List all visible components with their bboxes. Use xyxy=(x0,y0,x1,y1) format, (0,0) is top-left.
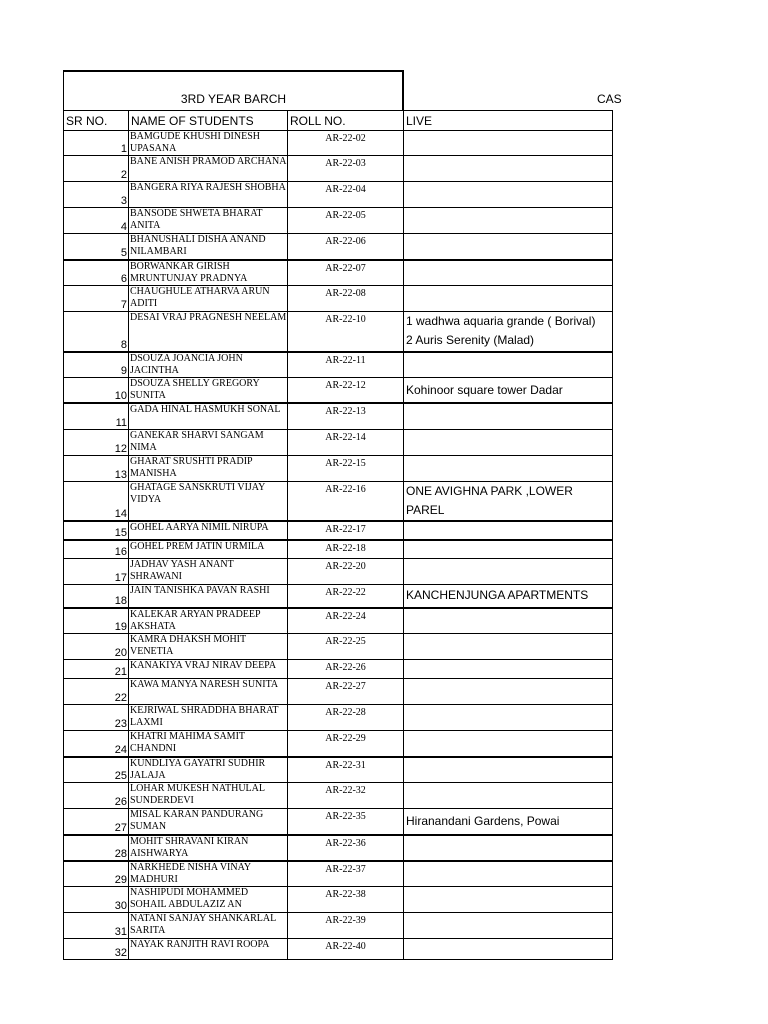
cell-live[interactable] xyxy=(404,559,613,585)
cell-live[interactable] xyxy=(404,679,613,705)
cell-sr-no[interactable]: 26 xyxy=(64,783,129,809)
cell-live[interactable] xyxy=(404,286,613,312)
cell-sr-no[interactable]: 21 xyxy=(64,660,129,679)
cell-student-name[interactable]: KALEKAR ARYAN PRADEEP AKSHATA xyxy=(129,608,288,634)
table-row xyxy=(64,705,613,731)
cell-student-name[interactable]: KANAKIYA VRAJ NIRAV DEEPA xyxy=(129,660,288,679)
cell-sr-no[interactable]: 31 xyxy=(64,913,129,939)
cell-student-name[interactable]: DSOUZA JOANCIA JOHN JACINTHA xyxy=(129,352,288,378)
cell-sr-no[interactable]: 6 xyxy=(64,260,129,286)
cell-student-name[interactable]: BANSODE SHWETA BHARAT ANITA xyxy=(129,208,288,234)
table-row xyxy=(64,156,613,182)
table-row xyxy=(64,260,613,286)
cell-live[interactable] xyxy=(404,608,613,634)
live-address: ONE AVIGHNA PARK ,LOWER PAREL xyxy=(406,483,573,517)
cell-live[interactable] xyxy=(404,835,613,861)
cell-live[interactable] xyxy=(404,429,613,455)
cell-sr-no[interactable]: 8 xyxy=(64,312,129,352)
cell-roll-no[interactable]: AR-22-18 xyxy=(288,540,404,559)
cell-roll-no[interactable]: AR-22-25 xyxy=(288,634,404,660)
table-row xyxy=(64,234,613,260)
cell-live[interactable] xyxy=(404,861,613,887)
cell-roll-no[interactable]: AR-22-27 xyxy=(288,679,404,705)
cell-live[interactable] xyxy=(404,887,613,913)
header-live[interactable]: LIVE xyxy=(404,111,613,131)
cell-live[interactable] xyxy=(404,455,613,481)
cell-student-name[interactable]: LOHAR MUKESH NATHULAL SUNDERDEVI xyxy=(129,783,288,809)
cell-student-name[interactable]: GOHEL AARYA NIMIL NIRUPA xyxy=(129,521,288,540)
cell-sr-no[interactable]: 1 xyxy=(64,131,129,156)
cell-roll-no[interactable]: AR-22-38 xyxy=(288,887,404,913)
cell-live[interactable] xyxy=(404,352,613,378)
cell-roll-no[interactable]: AR-22-24 xyxy=(288,608,404,634)
cell-student-name[interactable]: KUNDLIYA GAYATRI SUDHIR JALAJA xyxy=(129,757,288,783)
cell-sr-no[interactable]: 14 xyxy=(64,481,129,521)
cell-sr-no[interactable]: 10 xyxy=(64,378,129,404)
cell-student-name[interactable]: JADHAV YASH ANANT SHRAWANI xyxy=(129,559,288,585)
cell-roll-no[interactable]: AR-22-26 xyxy=(288,660,404,679)
cell-roll-no[interactable]: AR-22-16 xyxy=(288,481,404,521)
cell-sr-no[interactable]: 9 xyxy=(64,352,129,378)
cell-roll-no[interactable]: AR-22-28 xyxy=(288,705,404,731)
cell-roll-no[interactable]: AR-22-22 xyxy=(288,585,404,608)
table-row xyxy=(64,660,613,679)
cell-student-name[interactable]: KHATRI MAHIMA SAMIT CHANDNI xyxy=(129,731,288,757)
cell-student-name[interactable]: NASHIPUDI MOHAMMED SOHAIL ABDULAZIZ AN xyxy=(129,887,288,913)
table-row xyxy=(64,783,613,809)
cell-student-name[interactable]: GHARAT SRUSHTI PRADIP MANISHA xyxy=(129,455,288,481)
cell-live[interactable] xyxy=(404,521,613,540)
cell-roll-no[interactable]: AR-22-12 xyxy=(288,378,404,404)
table-row xyxy=(64,208,613,234)
cell-sr-no[interactable]: 23 xyxy=(64,705,129,731)
table-row xyxy=(64,634,613,660)
table-row xyxy=(64,608,613,634)
cell-sr-no[interactable]: 28 xyxy=(64,835,129,861)
cell-student-name[interactable]: NAYAK RANJITH RAVI ROOPA xyxy=(129,939,288,960)
live-address: 1 wadhwa aquaria grande ( Borival) xyxy=(406,314,596,329)
cell-roll-no[interactable]: AR-22-32 xyxy=(288,783,404,809)
cell-live[interactable] xyxy=(404,585,613,608)
cell-sr-no[interactable]: 27 xyxy=(64,809,129,835)
cell-roll-no[interactable]: AR-22-40 xyxy=(288,939,404,960)
cell-sr-no[interactable]: 12 xyxy=(64,429,129,455)
table-row xyxy=(64,429,613,455)
cell-live[interactable] xyxy=(404,260,613,286)
cell-student-name[interactable]: GOHEL PREM JATIN URMILA xyxy=(129,540,288,559)
cell-sr-no[interactable]: 32 xyxy=(64,939,129,960)
cell-sr-no[interactable]: 4 xyxy=(64,208,129,234)
cell-live[interactable] xyxy=(404,208,613,234)
cell-roll-no[interactable]: AR-22-07 xyxy=(288,260,404,286)
cell-live[interactable] xyxy=(404,634,613,660)
live-address: KANCHENJUNGA APARTMENTS xyxy=(406,588,589,603)
cell-student-name[interactable]: KAMRA DHAKSH MOHIT VENETIA xyxy=(129,634,288,660)
cell-live[interactable] xyxy=(404,131,613,156)
students-table xyxy=(63,110,613,960)
cell-student-name[interactable]: GHATAGE SANSKRUTI VIJAY VIDYA xyxy=(129,481,288,521)
cell-live[interactable] xyxy=(404,378,613,404)
header-roll-no[interactable]: ROLL NO. xyxy=(288,111,404,131)
cell-sr-no[interactable]: 24 xyxy=(64,731,129,757)
header-name-of-students[interactable]: NAME OF STUDENTS xyxy=(129,111,288,131)
cell-student-name[interactable]: BANGERA RIYA RAJESH SHOBHA xyxy=(129,182,288,208)
table-row xyxy=(64,182,613,208)
cell-live[interactable] xyxy=(404,705,613,731)
cell-live[interactable] xyxy=(404,234,613,260)
batch-title: 3RD YEAR BARCH xyxy=(180,92,287,106)
cell-sr-no[interactable]: 19 xyxy=(64,608,129,634)
table-row xyxy=(64,835,613,861)
cell-sr-no[interactable]: 13 xyxy=(64,455,129,481)
cell-roll-no[interactable]: AR-22-08 xyxy=(288,286,404,312)
cell-sr-no[interactable]: 18 xyxy=(64,585,129,608)
cell-live[interactable] xyxy=(404,540,613,559)
cell-roll-no[interactable]: AR-22-17 xyxy=(288,521,404,540)
table-row xyxy=(64,352,613,378)
cell-live[interactable] xyxy=(404,660,613,679)
table-row xyxy=(64,887,613,913)
cell-sr-no[interactable]: 5 xyxy=(64,234,129,260)
cell-sr-no[interactable]: 3 xyxy=(64,182,129,208)
cell-roll-no[interactable]: AR-22-03 xyxy=(288,156,404,182)
cell-live[interactable] xyxy=(404,757,613,783)
cell-roll-no[interactable]: AR-22-13 xyxy=(288,403,404,429)
cell-sr-no[interactable]: 25 xyxy=(64,757,129,783)
cell-roll-no[interactable]: AR-22-20 xyxy=(288,559,404,585)
cell-student-name[interactable]: KAWA MANYA NARESH SUNITA xyxy=(129,679,288,705)
cell-student-name[interactable]: BANE ANISH PRAMOD ARCHANA xyxy=(129,156,288,182)
cell-student-name[interactable]: DESAI VRAJ PRAGNESH NEELAM xyxy=(129,312,288,352)
cell-student-name[interactable]: GADA HINAL HASMUKH SONAL xyxy=(129,403,288,429)
cell-roll-no[interactable]: AR-22-02 xyxy=(288,131,404,156)
cell-roll-no[interactable]: AR-22-29 xyxy=(288,731,404,757)
table-row xyxy=(64,481,613,521)
cell-sr-no[interactable]: 30 xyxy=(64,887,129,913)
table-row xyxy=(64,679,613,705)
cell-sr-no[interactable]: 29 xyxy=(64,861,129,887)
cell-student-name[interactable]: GANEKAR SHARVI SANGAM NIMA xyxy=(129,429,288,455)
cell-roll-no[interactable]: AR-22-35 xyxy=(288,809,404,835)
cell-student-name[interactable]: BAMGUDE KHUSHI DINESH UPASANA xyxy=(129,131,288,156)
table-row xyxy=(64,757,613,783)
table-row xyxy=(64,731,613,757)
cell-live[interactable] xyxy=(404,939,613,960)
live-address: Kohinoor square tower Dadar xyxy=(406,382,563,397)
header-sr-no[interactable]: SR NO. xyxy=(64,111,129,131)
cell-live[interactable] xyxy=(404,156,613,182)
cell-sr-no[interactable]: 15 xyxy=(64,521,129,540)
table-row xyxy=(64,455,613,481)
cell-sr-no[interactable]: 17 xyxy=(64,559,129,585)
cell-roll-no[interactable]: AR-22-05 xyxy=(288,208,404,234)
cell-live[interactable] xyxy=(404,731,613,757)
table-row xyxy=(64,286,613,312)
cell-roll-no[interactable]: AR-22-11 xyxy=(288,352,404,378)
table-row xyxy=(64,809,613,835)
cell-student-name[interactable]: DSOUZA SHELLY GREGORY SUNITA xyxy=(129,378,288,404)
live-address: 2 Auris Serenity (Malad) xyxy=(406,333,535,348)
table-row xyxy=(64,378,613,404)
cell-student-name[interactable]: NATANI SANJAY SHANKARLAL SARITA xyxy=(129,913,288,939)
table-row xyxy=(64,861,613,887)
cell-roll-no[interactable]: AR-22-06 xyxy=(288,234,404,260)
table-row xyxy=(64,521,613,540)
cell-student-name[interactable]: NARKHEDE NISHA VINAY MADHURI xyxy=(129,861,288,887)
cell-student-name[interactable]: MOHIT SHRAVANI KIRAN AISHWARYA xyxy=(129,835,288,861)
cell-live[interactable] xyxy=(404,783,613,809)
cas-column-label: CAS xyxy=(597,92,622,106)
cell-student-name[interactable]: MISAL KARAN PANDURANG SUMAN xyxy=(129,809,288,835)
table-row xyxy=(64,131,613,156)
cell-live[interactable] xyxy=(404,403,613,429)
table-row xyxy=(64,913,613,939)
cell-student-name[interactable]: JAIN TANISHKA PAVAN RASHI xyxy=(129,585,288,608)
cell-live[interactable] xyxy=(404,809,613,835)
cell-roll-no[interactable]: AR-22-37 xyxy=(288,861,404,887)
cell-roll-no[interactable]: AR-22-04 xyxy=(288,182,404,208)
cell-student-name[interactable]: KEJRIWAL SHRADDHA BHARAT LAXMI xyxy=(129,705,288,731)
cell-roll-no[interactable]: AR-22-31 xyxy=(288,757,404,783)
cell-sr-no[interactable]: 20 xyxy=(64,634,129,660)
cell-sr-no[interactable]: 7 xyxy=(64,286,129,312)
cell-sr-no[interactable]: 22 xyxy=(64,679,129,705)
table-row xyxy=(64,540,613,559)
cell-roll-no[interactable]: AR-22-10 xyxy=(288,312,404,352)
cell-student-name[interactable]: BORWANKAR GIRISH MRUNTUNJAY PRADNYA xyxy=(129,260,288,286)
table-row xyxy=(64,403,613,429)
cell-student-name[interactable]: CHAUGHULE ATHARVA ARUN ADITI xyxy=(129,286,288,312)
header-row xyxy=(64,111,613,131)
cell-live[interactable] xyxy=(404,182,613,208)
cell-live[interactable] xyxy=(404,913,613,939)
cell-roll-no[interactable]: AR-22-15 xyxy=(288,455,404,481)
cell-sr-no[interactable]: 11 xyxy=(64,403,129,429)
cell-live[interactable] xyxy=(404,481,613,521)
live-address: Hiranandani Gardens, Powai xyxy=(406,813,560,828)
cell-roll-no[interactable]: AR-22-39 xyxy=(288,913,404,939)
table-row xyxy=(64,939,613,960)
cell-roll-no[interactable]: AR-22-14 xyxy=(288,429,404,455)
table-row xyxy=(64,559,613,585)
cell-roll-no[interactable]: AR-22-36 xyxy=(288,835,404,861)
cell-sr-no[interactable]: 2 xyxy=(64,156,129,182)
cell-live[interactable] xyxy=(404,312,613,352)
cell-student-name[interactable]: BHANUSHALI DISHA ANAND NILAMBARI xyxy=(129,234,288,260)
cell-sr-no[interactable]: 16 xyxy=(64,540,129,559)
table-row xyxy=(64,585,613,608)
table-row xyxy=(64,312,613,352)
